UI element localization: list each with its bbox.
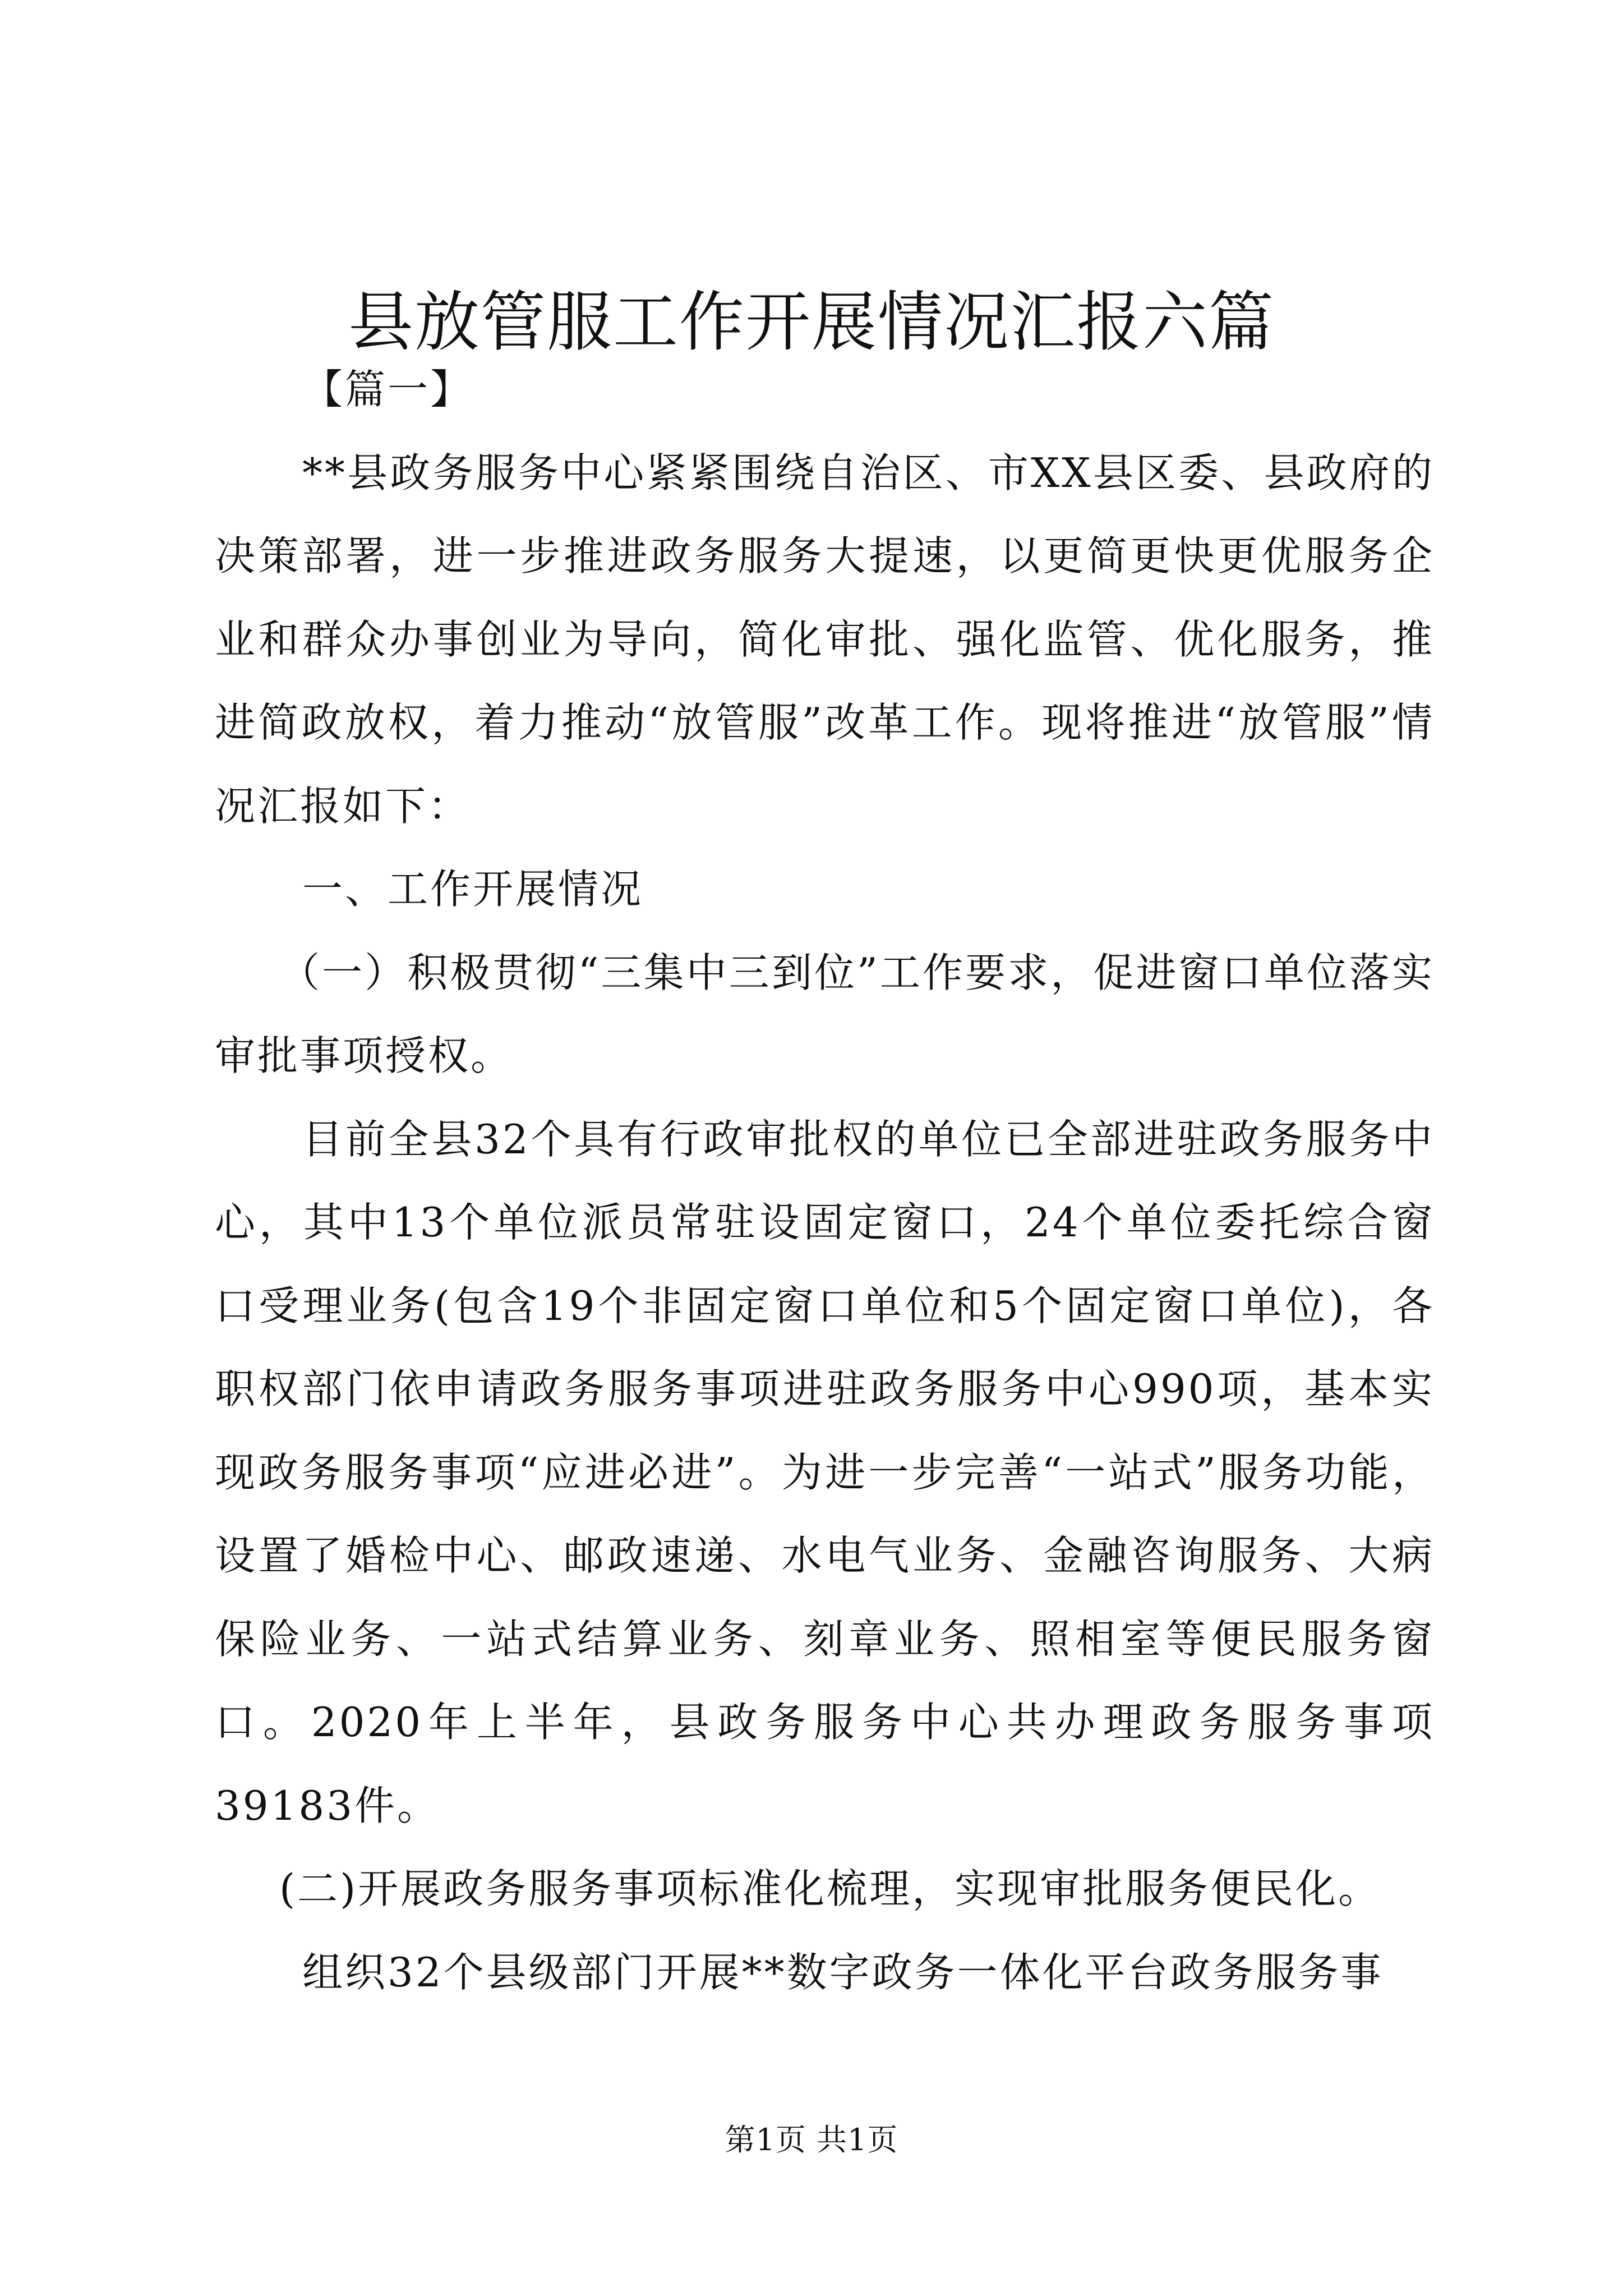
- paragraph-standardization: 组织32个县级部门开展**数字政务一体化平台政务服务事: [302, 1948, 1384, 1996]
- section-label: 【篇一】: [302, 366, 473, 413]
- subheading-two: (二)开展政务服务事项标准化梳理，实现审批服务便民化。: [279, 1865, 1381, 1912]
- page-footer: 第1页 共1页: [725, 2122, 898, 2157]
- paragraph-window-units: 目前全县32个具有行政审批权的单位已全部进驻政务服务中心，其中13个单位派员常驻设固定窗口，24个单位委托综合窗口受理业务(包含19个非固定窗口单位和5个固定窗口单位)，各职权部门依申请政务服务事项进驻政务服务中心990项，基本实现政务服务事项“应进必进”。为进一步完善“一站式”服务功能，设置了婚检中心、邮政速递、水电气业务、金融咨询服务、大病保险业务、一站式结算业务、刻章业务、照相室等便民服务窗口。2020年上半年，县政务服务中心共办理政务服务事项39183件。: [215, 1115, 1435, 1829]
- subheading-one: （一）积极贯彻“三集中三到位”工作要求，促进窗口单位落实审批事项授权。: [215, 949, 1435, 1079]
- paragraph-intro: **县政务服务中心紧紧围绕自治区、市XX县区委、县政府的决策部署，进一步推进政务服务大提速，以更简更快更优服务企业和群众办事创业为导向，简化审批、强化监管、优化服务，推进简政放权，着力推动“放管服”改革工作。现将推进“放管服”情况汇报如下：: [215, 449, 1435, 830]
- document-body: [215, 348, 1435, 2014]
- document-title: 县放管服工作开展情况汇报六篇: [348, 284, 1275, 360]
- heading-work-status: 一、工作开展情况: [302, 866, 644, 913]
